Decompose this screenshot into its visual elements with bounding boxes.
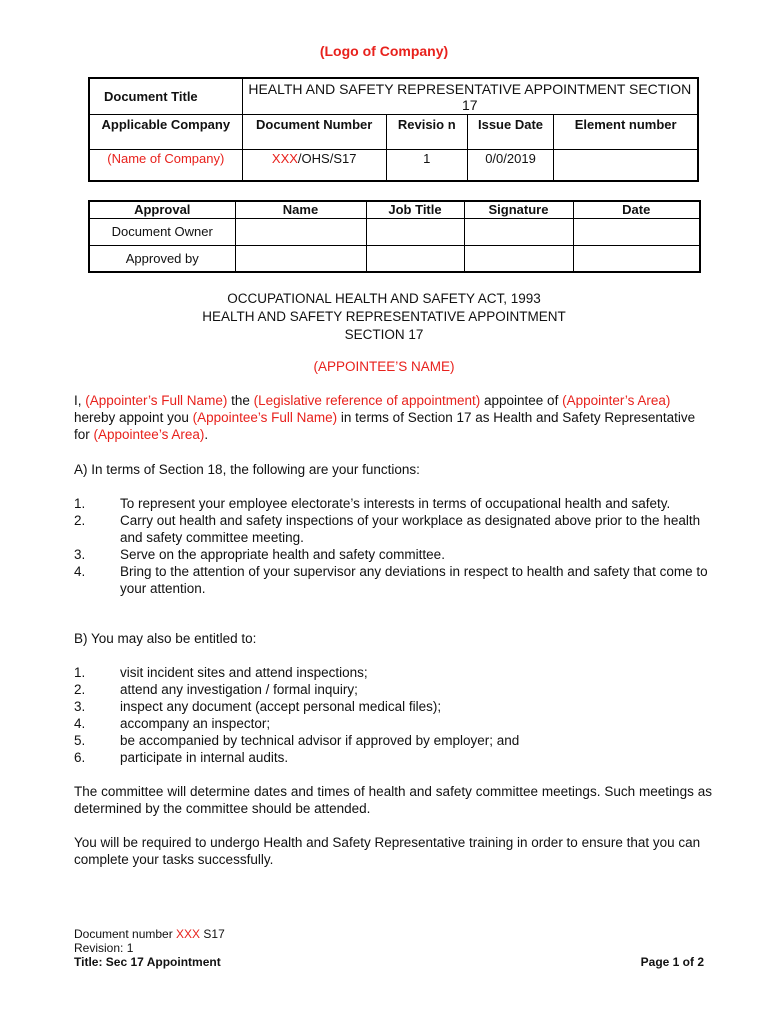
intro-text-1: I,	[74, 393, 86, 408]
col-revision: Revisio n	[386, 114, 467, 149]
list-item	[74, 546, 712, 563]
approval-table	[88, 200, 701, 273]
heading-line-2: HEALTH AND SAFETY REPRESENTATIVE APPOINTMENT	[202, 309, 566, 324]
document-header-table	[88, 77, 699, 182]
list-item	[74, 732, 712, 749]
section-a-heading: A) In terms of Section 18, the following are your functions:	[74, 462, 420, 477]
signature-header: Signature	[464, 201, 573, 218]
list-text: To represent your employee electorate’s interests in terms of occupational health and safety.	[120, 496, 671, 511]
footer-doc-number-rest: S17	[200, 927, 225, 941]
appointee-full-name: (Appointee’s Full Name)	[192, 410, 338, 425]
list-number: 6.	[74, 750, 86, 765]
job-title-header: Job Title	[366, 201, 464, 218]
list-item	[74, 512, 712, 546]
owner-signature-cell[interactable]	[464, 218, 573, 245]
legislative-reference: (Legislative reference of appointment)	[253, 393, 481, 408]
document-number-value	[242, 149, 386, 181]
list-text: participate in internal audits.	[120, 750, 289, 765]
revision-value: 1	[386, 149, 467, 181]
list-number: 2.	[74, 513, 86, 528]
approver-date-cell[interactable]	[573, 245, 700, 272]
approved-by-label: Approved by	[89, 245, 235, 272]
training-paragraph: You will be required to undergo Health and Safety Representative training in order to ensure that you can complete your tasks successfully.	[74, 835, 701, 867]
footer-document-number	[74, 927, 704, 941]
list-item	[74, 698, 712, 715]
document-heading	[0, 290, 768, 344]
doc-title-label: Document Title	[89, 78, 242, 114]
date-header: Date	[573, 201, 700, 218]
col-element-number: Element number	[554, 114, 698, 149]
list-text: Serve on the appropriate health and safety committee.	[120, 547, 445, 562]
doc-title-value: HEALTH AND SAFETY REPRESENTATIVE APPOINTMENT SECTION 17	[242, 78, 698, 114]
document-owner-label: Document Owner	[89, 218, 235, 245]
issue-date-value: 0/0/2019	[467, 149, 554, 181]
list-text: Bring to the attention of your supervisor any deviations in respect to health and safety that come to your attention.	[120, 564, 708, 596]
footer-doc-number-label: Document number	[74, 927, 177, 941]
company-name-value: (Name of Company)	[89, 149, 242, 181]
intro-text-3: appointee of	[480, 393, 563, 408]
name-header: Name	[235, 201, 366, 218]
footer-page-number: Page 1 of 2	[640, 955, 704, 969]
element-number-value	[554, 149, 698, 181]
col-issue-date: Issue Date	[467, 114, 554, 149]
owner-date-cell[interactable]	[573, 218, 700, 245]
list-number: 2.	[74, 682, 86, 697]
list-number: 4.	[74, 564, 86, 579]
owner-name-cell[interactable]	[235, 218, 366, 245]
list-text: Carry out health and safety inspections of your workplace as designated above prior to the health and safety committee meeting.	[120, 513, 701, 545]
appointee-name-heading: (APPOINTEE’S NAME)	[313, 359, 455, 374]
intro-text-2: the	[227, 393, 254, 408]
list-text: be accompanied by technical advisor if approved by employer; and	[120, 733, 520, 748]
list-item	[74, 681, 712, 698]
list-text: visit incident sites and attend inspections;	[120, 665, 368, 680]
list-item	[74, 495, 712, 512]
committee-paragraph: The committee will determine dates and times of health and safety committee meetings. Such meetings as determined by the committee should be attended.	[74, 784, 712, 816]
list-text: inspect any document (accept personal medical files);	[120, 699, 442, 714]
section-b-heading: B) You may also be entitled to:	[74, 631, 257, 646]
col-document-number: Document Number	[242, 114, 386, 149]
list-item	[74, 664, 712, 681]
list-number: 1.	[74, 496, 86, 511]
approver-name-cell[interactable]	[235, 245, 366, 272]
page-footer	[74, 927, 704, 969]
company-logo-placeholder: (Logo of Company)	[319, 43, 449, 59]
list-text: attend any investigation / formal inquiry;	[120, 682, 358, 697]
list-text: accompany an inspector;	[120, 716, 271, 731]
intro-text-4: hereby appoint you	[74, 410, 193, 425]
list-number: 5.	[74, 733, 86, 748]
doc-number-suffix: /OHS/S17	[297, 150, 357, 166]
appointee-area: (Appointee’s Area)	[93, 427, 205, 442]
list-number: 4.	[74, 716, 86, 731]
intro-text-5: in terms of Section 17 as Health and Safety Representative for	[74, 410, 696, 442]
intro-text-6: .	[204, 427, 209, 442]
list-number: 3.	[74, 547, 86, 562]
list-number: 3.	[74, 699, 86, 714]
col-applicable-company: Applicable Company	[89, 114, 242, 149]
heading-line-1: OCCUPATIONAL HEALTH AND SAFETY ACT, 1993	[227, 291, 541, 306]
approval-header: Approval	[89, 201, 235, 218]
appointer-area: (Appointer’s Area)	[562, 393, 671, 408]
footer-title: Title: Sec 17 Appointment	[74, 955, 221, 969]
list-item	[74, 715, 712, 732]
doc-number-prefix: XXX	[271, 150, 298, 166]
owner-job-title-cell[interactable]	[366, 218, 464, 245]
appointment-paragraph	[74, 392, 712, 443]
appointer-full-name: (Appointer’s Full Name)	[85, 393, 228, 408]
footer-title-row	[74, 955, 704, 969]
heading-line-3: SECTION 17	[344, 327, 424, 342]
list-number: 1.	[74, 665, 86, 680]
footer-revision: Revision: 1	[74, 941, 134, 955]
section-b-list	[74, 664, 712, 766]
list-item	[74, 563, 712, 597]
section-a-list	[74, 495, 712, 597]
list-item	[74, 749, 712, 766]
approver-job-title-cell[interactable]	[366, 245, 464, 272]
approver-signature-cell[interactable]	[464, 245, 573, 272]
footer-doc-number-xxx: XXX	[176, 927, 201, 941]
